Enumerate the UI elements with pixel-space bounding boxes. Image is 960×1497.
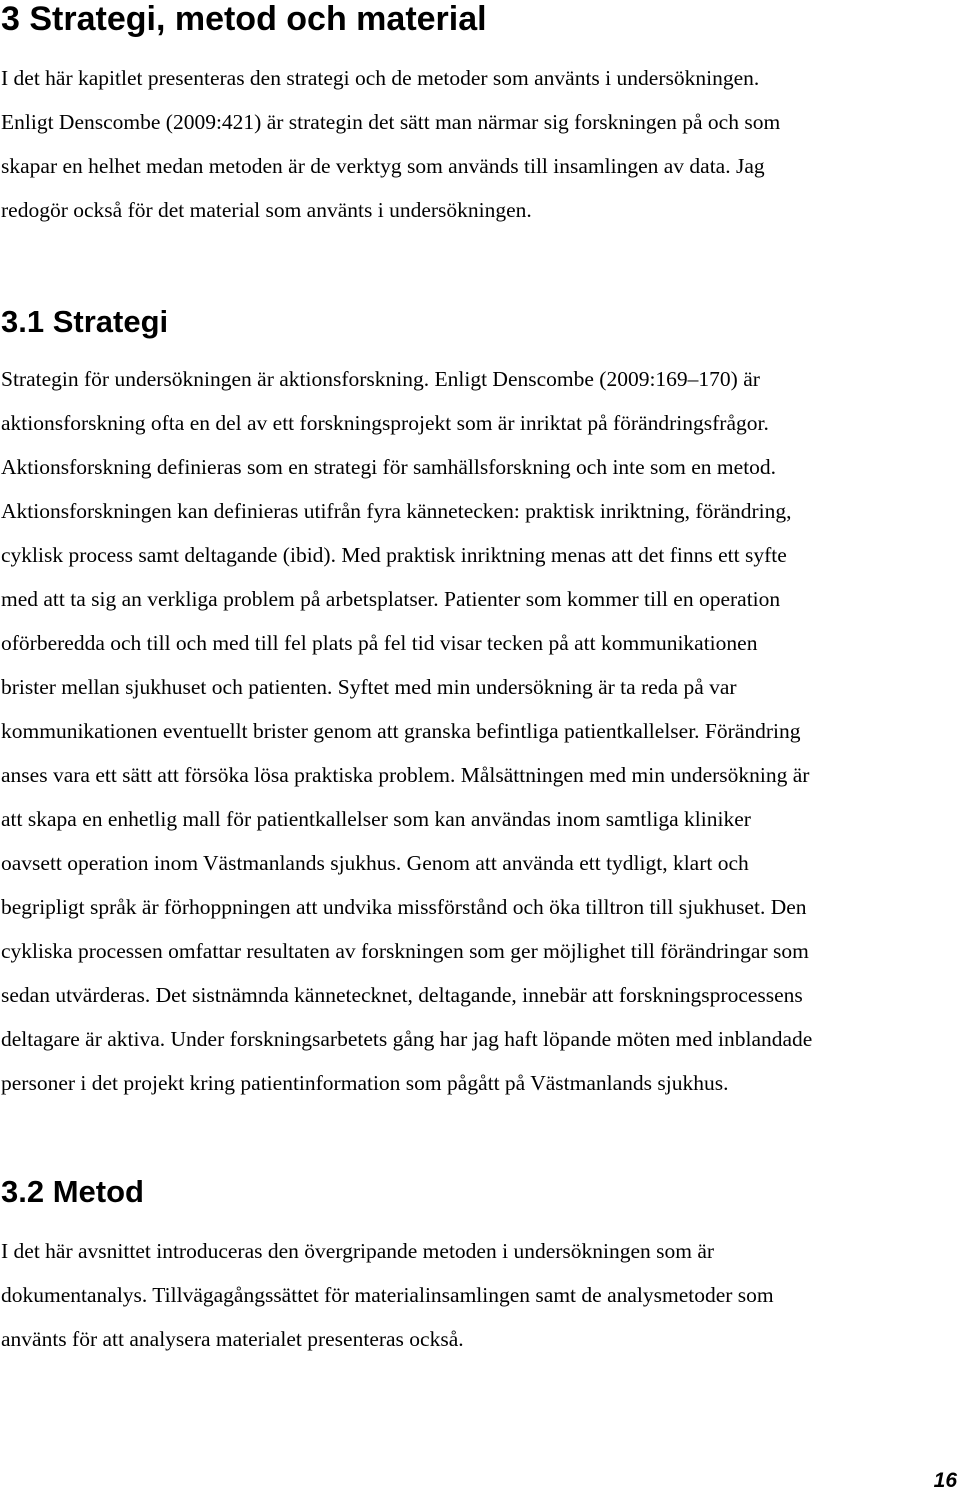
chapter-title: 3 Strategi, metod och material xyxy=(1,0,487,38)
text-line: Aktionsforskning definieras som en strategi för samhällsforskning och inte som en metod. xyxy=(1,455,777,479)
section-title-strategi: 3.1 Strategi xyxy=(1,304,169,339)
text-line: oförberedda och till och med till fel plats på fel tid visar tecken på att kommunikationen xyxy=(1,631,758,655)
text-line: cyklisk process samt deltagande (ibid). Med praktisk inriktning menas att det finns ett syfte xyxy=(1,543,787,567)
text-line: I det här kapitlet presenteras den strategi och de metoder som använts i undersökningen. xyxy=(1,66,760,90)
text-line: aktionsforskning ofta en del av ett forskningsprojekt som är inriktat på förändringsfrågor. xyxy=(1,411,769,435)
text-line: oavsett operation inom Västmanlands sjukhus. Genom att använda ett tydligt, klart och xyxy=(1,851,749,875)
text-line: Enligt Denscombe (2009:421) är strategin det sätt man närmar sig forskningen på och som xyxy=(1,110,781,134)
text-line: I det här avsnittet introduceras den övergripande metoden i undersökningen som är xyxy=(1,1239,715,1263)
section-title-metod: 3.2 Metod xyxy=(1,1174,144,1209)
page-number: 16 xyxy=(933,1469,957,1492)
text-line: anses vara ett sätt att försöka lösa praktiska problem. Målsättningen med min undersökning är xyxy=(1,763,810,787)
text-line: Strategin för undersökningen är aktionsforskning. Enligt Denscombe (2009:169–170) är xyxy=(1,367,760,391)
text-line: Aktionsforskningen kan definieras utifrån fyra kännetecken: praktisk inriktning, förändring, xyxy=(1,499,792,523)
text-line: med att ta sig an verkliga problem på arbetsplatser. Patienter som kommer till en operation xyxy=(1,587,781,611)
text-line: personer i det projekt kring patientinformation som pågått på Västmanlands sjukhus. xyxy=(1,1071,729,1095)
text-line: begripligt språk är förhoppningen att undvika missförstånd och öka tilltron till sjukhuset. Den xyxy=(1,895,807,919)
text-line: att skapa en enhetlig mall för patientkallelser som kan användas inom samtliga kliniker xyxy=(1,807,751,831)
text-line: dokumentanalys. Tillvägagångssättet för materialinsamlingen samt de analysmetoder som xyxy=(1,1283,774,1307)
text-line: redogör också för det material som använts i undersökningen. xyxy=(1,198,532,222)
text-line: deltagare är aktiva. Under forskningsarbetets gång har jag haft löpande möten med inblandade xyxy=(1,1027,813,1051)
text-line: kommunikationen eventuellt brister genom att granska befintliga patientkallelser. Förändring xyxy=(1,719,801,743)
text-line: använts för att analysera materialet presenteras också. xyxy=(1,1327,464,1351)
metod-paragraph xyxy=(1,1229,957,1361)
intro-paragraph xyxy=(1,56,957,232)
text-line: skapar en helhet medan metoden är de verktyg som används till insamlingen av data. Jag xyxy=(1,154,765,178)
text-line: brister mellan sjukhuset och patienten. Syftet med min undersökning är ta reda på var xyxy=(1,675,737,699)
text-line: cykliska processen omfattar resultaten av forskningen som ger möjlighet till förändringar som xyxy=(1,939,809,963)
text-line: sedan utvärderas. Det sistnämnda kännetecknet, deltagande, innebär att forskningsprocessens xyxy=(1,983,803,1007)
strategi-paragraph xyxy=(1,357,957,1105)
